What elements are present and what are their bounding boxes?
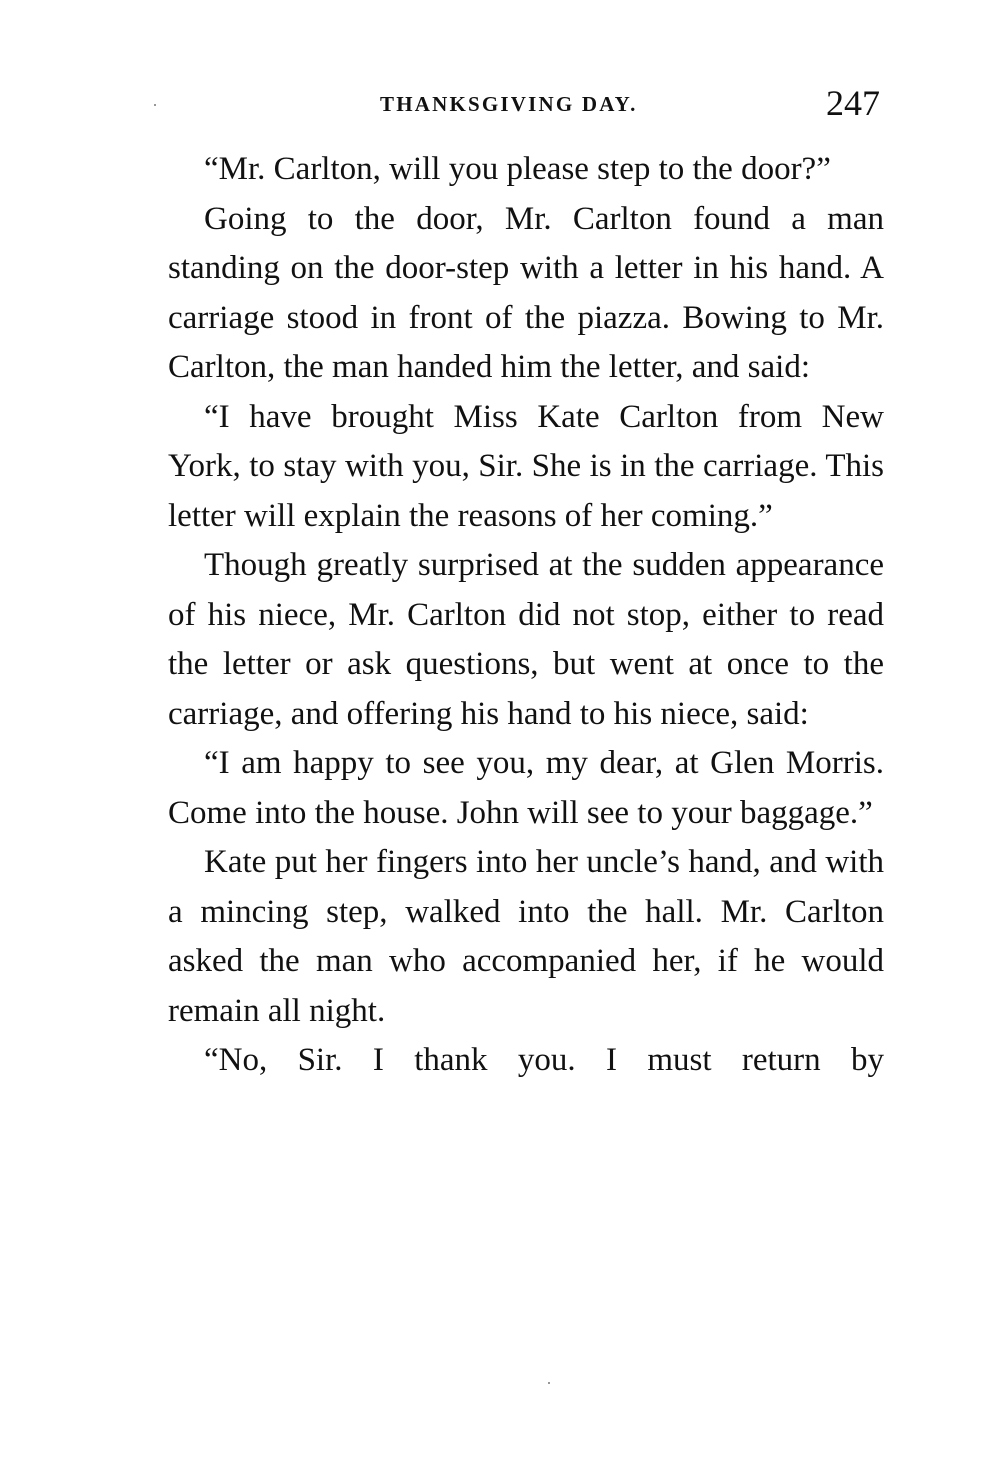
- running-title: THANKSGIVING DAY.: [380, 92, 638, 116]
- page-speck: [548, 1382, 550, 1384]
- paragraph: “I am happy to see you, my dear, at Glen Morris. Come into the house. John will see to your baggage.”: [168, 745, 884, 831]
- paragraph: Going to the door, Mr. Carlton found a man standing on the door-step with a letter in his hand. A carriage stood in front of the piazza. Bowing to Mr. Carlton, the man handed him the letter, and said:: [168, 200, 884, 385]
- paragraph: “Mr. Carlton, will you please step to the door?”: [204, 151, 831, 187]
- body-text: [168, 145, 884, 1086]
- paragraph: “I have brought Miss Kate Carlton from New York, to stay with you, Sir. She is in the carriage. This letter will explain the reasons of her coming.”: [168, 398, 884, 534]
- paragraph: Though greatly surprised at the sudden appearance of his niece, Mr. Carlton did not stop, either to read the letter or ask questions, but went at once to the carriage, and offering his hand to his niece, said:: [168, 547, 884, 732]
- page-speck: [154, 104, 156, 106]
- paragraph: “No, Sir. I thank you. I must return by: [204, 1042, 884, 1078]
- paragraph: Kate put her fingers into her uncle’s hand, and with a mincing step, walked into the hall. Mr. Carlton asked the man who accompanied her, if he would remain all night.: [168, 844, 884, 1029]
- page-number: 247: [826, 83, 880, 123]
- running-head: [168, 82, 884, 126]
